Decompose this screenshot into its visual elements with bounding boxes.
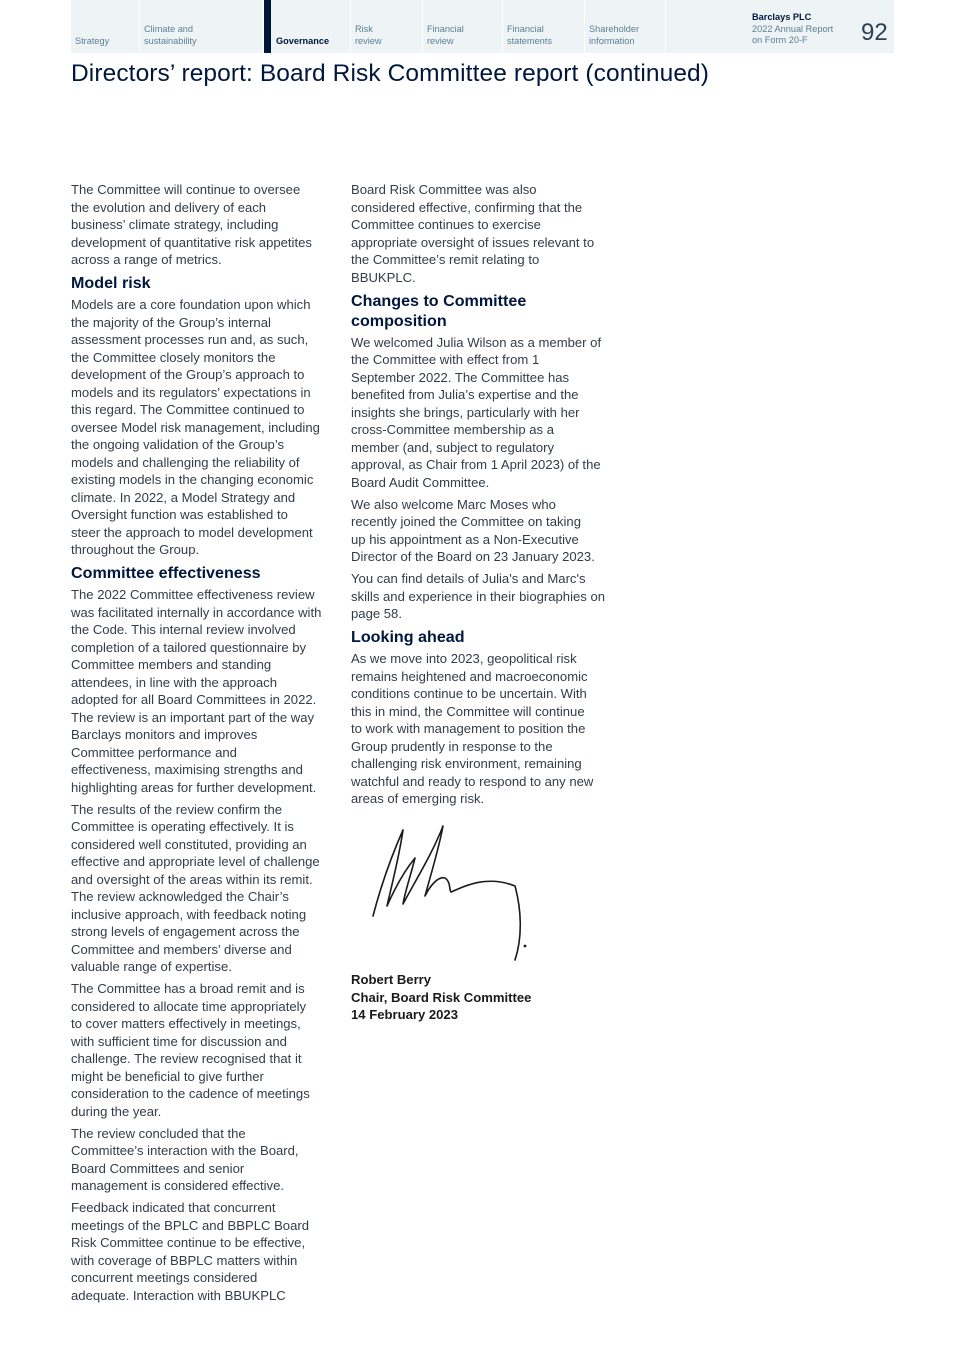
text-line: composition [351,311,447,330]
text-line: skills and experience in their biographies on [351,588,606,604]
paragraph-biographies [351,570,623,623]
tab-label: Shareholder [589,24,640,34]
tab-label: statements [507,35,552,46]
tab-strategy[interactable] [71,0,140,53]
text-line: The Committee will continue to oversee [71,182,301,197]
text-line: climate. In 2022, a Model Strategy and [71,489,296,505]
tab-financial-statements[interactable] [503,0,585,53]
text-line: to work with management to position the [351,721,586,736]
paragraph-looking-ahead [351,650,623,808]
heading-changes-composition [351,291,623,331]
text-line: areas of emerging risk. [351,791,485,806]
text-line: Oversight function was established to [71,507,288,522]
paragraph-feedback [71,1199,341,1304]
text-line: Feedback indicated that concurrent [71,1200,276,1215]
paragraph-effectiveness-review [71,586,341,796]
text-line: effective and appropriate level of challenge [71,854,320,869]
paragraph-marc-moses [351,496,623,566]
text-line: models and its regulators’ expectations in [71,384,311,400]
signoff [351,971,531,1024]
text-line: this in mind, the Committee will continue [351,703,585,719]
tab-label: review [355,35,382,46]
text-line: Committee is operating effectively. It is [71,819,294,834]
text-line: We welcomed Julia Wilson as a member of [351,334,602,350]
text-line: the Committee closely monitors the [71,349,276,365]
paragraph-review-concluded [71,1125,341,1195]
report-brand [752,12,833,47]
text-line: management is considered effective. [71,1178,285,1193]
text-line: the Code. This internal review involved [71,622,296,637]
tab-label: sustainability [144,35,197,46]
text-line: Group prudently in response to the [351,738,553,754]
text-line: Models are a core foundation upon which [71,297,311,312]
chair-signature [365,818,535,970]
text-line: was facilitated internally in accordance with [71,604,322,620]
text-line: The review concluded that the [71,1125,246,1141]
text-line: existing models in the changing economic [71,472,314,487]
paragraph-climate [71,181,341,269]
text-line: Committee’s interaction with the Board, [71,1143,299,1158]
tab-label: Financial [427,24,464,34]
text-line: with sufficient time for discussion and [71,1033,287,1049]
text-line: watchful and ready to respond to any new [351,773,594,789]
text-line: steer the approach to model development [71,524,313,540]
text-line: Board Audit Committee. [351,474,490,490]
paragraph-review-results [71,801,341,976]
tab-label: Governance [276,35,330,46]
tab-climate-sustainability[interactable] [140,0,264,53]
text-line: across a range of metrics. [71,252,222,267]
text-line: challenge. The review recognised that it [71,1051,302,1066]
text-line: inclusive approach, with feedback noting [71,906,307,922]
text-line: highlighting areas for further development. [71,779,317,795]
page-title: Directors’ report: Board Risk Committee report (continued) [71,60,710,87]
text-line: The results of the review confirm the [71,801,283,817]
text-line: page 58. [351,606,402,621]
signatory-name: Robert Berry [351,972,432,987]
text-line: You can find details of Julia's and Marc's [351,571,586,586]
text-line: completion of a tailored questionnaire by [71,639,307,655]
tab-label: review [427,35,454,46]
text-line: development of the Group’s approach to [71,367,305,382]
tab-financial-review[interactable] [423,0,503,53]
text-line: Board Risk Committee was also [351,182,537,197]
text-line: the Committee’s remit relating to [351,252,540,267]
text-line: The Committee has a broad remit and is [71,981,305,996]
text-line: development of quantitative risk appetites [71,234,312,250]
tab-shareholder-information[interactable] [585,0,666,53]
paragraph-julia-wilson [351,334,623,492]
text-line: As we move into 2023, geopolitical risk [351,651,577,666]
tab-risk-review[interactable] [351,0,423,53]
text-line: might be beneficial to give further [71,1068,264,1084]
text-line: considered to allocate time appropriately [71,998,307,1014]
text-line: Changes to Committee [351,291,527,310]
brand-report-form: on Form 20-F [752,35,808,45]
text-line: up his appointment as a Non-Executive [351,531,579,547]
paragraph-bbukplc [351,181,623,286]
text-line: throughout the Group. [71,542,200,557]
text-line: adopted for all Board Committees in 2022. [71,692,317,707]
text-line: The review acknowledged the Chair’s [71,889,289,904]
paragraph-model-risk [71,296,341,559]
text-line: recently joined the Committee on taking [351,514,581,529]
text-line: The review is an important part of the way [71,709,315,725]
text-line: Board Committees and senior [71,1160,245,1176]
text-line: member (and, subject to regulatory [351,439,555,455]
text-line: concurrent meetings considered [71,1270,258,1285]
signatory-role: Chair, Board Risk Committee [351,989,532,1005]
tab-label: Financial [507,24,544,34]
text-line: the ongoing validation of the Group’s [71,437,285,452]
tab-label: Strategy [75,35,110,46]
text-line: approval, as Chair from 1 April 2023) of the [351,457,601,472]
brand-report-title: 2022 Annual Report [752,23,834,34]
heading-committee-effectiveness: Committee effectiveness [71,564,261,582]
text-line: valuable range of expertise. [71,959,232,974]
text-line: benefited from Julia’s expertise and the [351,387,579,402]
text-line: September 2022. The Committee has [351,369,570,385]
text-line: conditions continue to be uncertain. With [351,686,587,701]
heading-looking-ahead: Looking ahead [351,628,465,646]
text-line: Committee performance and [71,744,237,760]
text-line: business’ climate strategy, including [71,217,279,232]
text-line: the majority of the Group’s internal [71,314,271,330]
text-line: BBUKPLC. [351,269,416,285]
left-column [71,181,341,1309]
text-line: remains heightened and macroeconomic [351,668,588,684]
text-line: strong levels of engagement across the [71,924,300,939]
tab-governance[interactable] [264,0,351,53]
text-line: oversee Model risk management, including [71,419,320,435]
text-line: effectiveness, maximising strengths and [71,762,303,777]
text-line: insights she brings, particularly with her [351,404,580,420]
text-line: cross-Committee membership as a [351,422,555,437]
text-line: Committee and members’ diverse and [71,941,292,957]
text-line: and oversight of the areas within its remit. [71,871,313,887]
page-number: 92 [861,19,888,46]
text-line: models and challenging the reliability of [71,454,300,470]
text-line: attendees, in line with the approach [71,674,278,690]
heading-model-risk: Model risk [71,274,151,292]
text-line: Committee continues to exercise [351,217,541,232]
tab-label: information [589,35,635,46]
text-line: Barclays monitors and improves [71,727,258,742]
tab-label: Climate and [144,24,194,34]
text-line: the evolution and delivery of each [71,199,267,215]
text-line: Director of the Board on 23 January 2023. [351,549,595,564]
text-line: Committee members and standing [71,657,272,672]
text-line: Risk Committee continue to be effective, [71,1235,306,1250]
text-line: meetings of the BPLC and BBPLC Board [71,1217,310,1233]
text-line: the Committee with effect from 1 [351,352,540,367]
paragraph-broad-remit [71,980,341,1120]
text-line: to cover matters effectively in meetings, [71,1016,301,1031]
text-line: with coverage of BBPLC matters within [71,1252,298,1268]
text-line: during the year. [71,1103,162,1119]
text-line: adequate. Interaction with BBUKPLC [71,1287,286,1303]
text-line: considered effective, confirming that the [351,199,583,215]
right-column [351,181,623,812]
text-line: considered well constituted, providing an [71,836,307,852]
text-line: appropriate oversight of issues relevant to [351,234,595,250]
text-line: The 2022 Committee effectiveness review [71,587,315,602]
text-line: consideration to the cadence of meetings [71,1086,310,1101]
text-line: this regard. The Committee continued to [71,402,305,417]
tab-label: Risk [355,24,373,34]
text-line: We also welcome Marc Moses who [351,496,556,512]
text-line: assessment processes run and, as such, [71,332,309,347]
signoff-date: 14 February 2023 [351,1007,459,1022]
brand-name: Barclays PLC [752,12,812,22]
text-line: challenging risk environment, remaining [351,756,582,771]
